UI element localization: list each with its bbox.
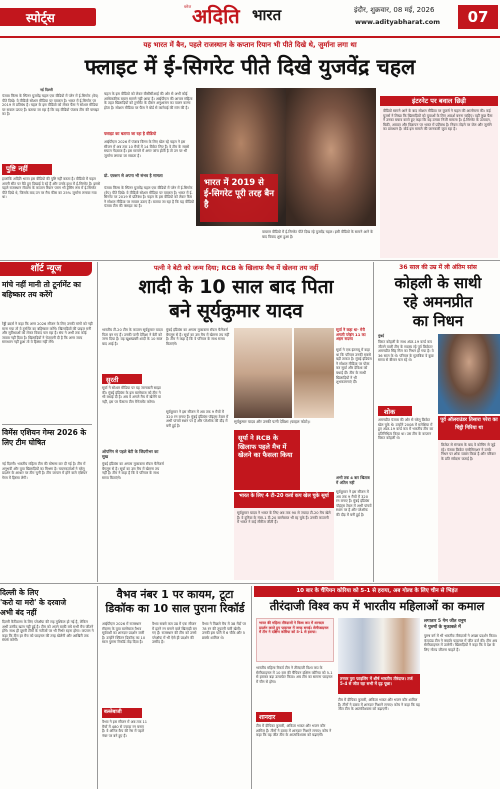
dateline: इंदौर, शुक्रवार, 08 मई, 2026 <box>354 6 435 14</box>
surya-body-3b: सूर्यकुमार ने इस सीजन में अब तक 9 मैचों में 320 रन बनाए हैं। मुंबई इंडियंस पॉइंट्स टेबल में अभी पांचवें स्थान पर है और प्लेऑफ की दौड़ में बनी हुई है। <box>166 410 230 428</box>
photo-caption-box <box>200 174 278 222</box>
kohli-box-title: पूर्व ऑलराउंडर तिसारा परेरा का चिट्ठी गिरिया था <box>438 416 500 440</box>
masthead-rule <box>0 36 500 38</box>
vertical-rule-1 <box>97 262 98 582</box>
delhi-headline-2: 'करो या मरो' के दरवाजे <box>0 598 67 607</box>
kohli-headline-3: का निधन <box>412 312 464 330</box>
surya-story <box>100 262 372 582</box>
top-dateline: नई दिल्ली <box>40 88 53 92</box>
top-body-col2b: आईपीएल 2026 में पंजाब किंग्स के लिए खेल रहे चहल ने इस सीजन में अब तक 10 मैचों में 14 विकेट लिए हैं। वे टीम के सबसे सफल गेंदबाज हैं। इस मामले में अगर जांच होती है तो उन पर भी जुर्माना लगाया जा सकता है। <box>104 140 191 158</box>
archery-right-kicker: लगातार 5 गेम जीत धनुष <box>424 619 466 624</box>
top-col2-heading-2: प्रो. एक्शन से अपना भी संभव है मामला <box>104 173 163 178</box>
surya-pull-quote-text: सूर्या ने RCB के खिलाफ पहले मैच में खेलने का फैसला किया <box>238 434 293 459</box>
archery-body-1: भारतीय महिला रिकर्व टीम ने तीरंदाजी विश्व कप के सेमीफाइनल में 10 बार की चैंपियन दक्षिण कोरिया को 5-1 से हराकर बड़ा उलटफेर किया। अब टीम का सामना फाइनल में चीन से होगा। <box>256 666 334 684</box>
top-side-label <box>2 164 52 175</box>
vaibhav-headline-2: डिकॉक का 10 साल पुराना रिकॉर्ड <box>105 602 245 615</box>
archery-body-2: टीम में दीपिका कुमारी, अंकिता भकत और भजन कौर शामिल हैं। तीनों ने दबाव में शानदार निशाने लगाए। कोच ने कहा कि यह जीत टीम के आत्मविश्वास को बढ़ाएगी। <box>256 724 333 738</box>
top-kicker: यह भारत में बैन, पहले राजस्थान के कप्तान रियान भी पीते दिखे थे, जुर्माना लगा था <box>143 41 357 49</box>
archery-label-text: शानदार <box>259 714 276 721</box>
top-right-box <box>380 96 498 258</box>
surya-label-text: सुरती <box>106 376 119 384</box>
kohli-dateline: मुंबई <box>378 334 384 338</box>
surya-photo-2 <box>294 328 334 418</box>
kohli-shok-text: शोक <box>384 408 396 416</box>
top-body-2: हालांकि अदिति भारत इस वीडियो की पुष्टि नहीं करता है। वीडियो में चहल अपनी सीट पर बैठे हुए दिखाई दे रहे हैं और उनके हाथ में ई-सिगरेट है। इससे पहले राजस्थान रॉयल्स के कप्तान रियान पराग भी ड्रेसिंग रूम में ई-सिगरेट पीते दिखे थे, जिसके बाद उन पर मैच फीस का 25% जुर्माना लगाया गया था। <box>2 177 102 200</box>
section-label: स्पोर्ट्स <box>26 11 55 25</box>
surya-box-title: भारत के लिए 4 टी-20 वर्ल्ड कप खेल चुके सूर्या <box>234 492 334 508</box>
vaibhav-story <box>100 586 250 789</box>
section-tag <box>0 8 96 26</box>
logo <box>180 2 304 34</box>
logo-small: ब्लेज <box>184 4 192 9</box>
surya-box-body: सूर्यकुमार यादव ने भारत के लिए अब तक 90 से ज्यादा टी-20 मैच खेले हैं। वे दुनिया के नंबर-1 टी-20 बल्लेबाज भी रह चुके हैं। उनकी कप्तानी में भारत ने कई सीरीज जीती हैं। <box>237 511 332 525</box>
kohli-headline-2: रहे अमनप्रीत <box>403 293 473 311</box>
delhi-headline-1: दिल्ली के लिए <box>0 588 39 597</box>
archery-body-3: टीम में दीपिका कुमारी, अंकिता भकत और भजन कौर शामिल हैं। तीनों ने दबाव में शानदार निशाने लगाए। कोच ने कहा कि यह जीत टीम के आत्मविश्वास को बढ़ाएगी। <box>338 698 422 712</box>
archery-photo-caption <box>338 674 420 694</box>
surya-right-body: सूर्या ने एक इंटरव्यू में कहा था कि परिवार उनकी सबसे बड़ी ताकत है। मुंबई इंडियंस ने सोशल मीडिया पर पोस्ट कर सूर्या और देविशा को बधाई दी। टीम के साथी खिलाड़ियों ने भी शुभकामनाएं दीं। <box>336 348 372 385</box>
archery-right-kicker-2: ने पुरुषों के मुकाबले में <box>424 625 461 630</box>
delhi-story <box>0 586 96 789</box>
archery-photo <box>338 618 420 674</box>
kohli-headline-1: कोहली के साथी <box>394 274 482 292</box>
kohli-shok-label <box>378 406 412 416</box>
chahal-photo <box>196 88 376 226</box>
divider-1 <box>0 260 500 261</box>
website: www.adityabharat.com <box>355 18 440 26</box>
surya-headline-2: बने सूर्यकुमार यादव <box>169 300 303 322</box>
surya-body-1: भारतीय टी-20 टीम के कप्तान सूर्यकुमार यादव पिता बन गए हैं। उनकी पत्नी देविशा ने बेटी को जन्म दिया है। यह खुशखबरी शादी के 10 साल बाद आई है। <box>102 328 164 346</box>
vaibhav-body-2: वैभव ने इस सीजन में अब तक 11 मैचों में 480 से ज्यादा रन बनाए हैं। वे ऑरेंज कैप की रेस में पहले नंबर पर बने हुए हैं। <box>102 720 149 738</box>
short-news-divider <box>2 424 92 425</box>
surya-photo <box>234 328 292 418</box>
short-news-1-body: रेड्डी ब्रदर्स ने कहा कि अगर 2026 सीजन के लिए उनकी मांगों को नहीं माना गया तो वे टूर्नामेंट का बहिष्कार करेंगे। खिलाड़ियों की प्राइज मनी और सुविधाओं को लेकर विवाद चल रहा है। संघ ने अभी तक कोई जवाब नहीं दिया है। खिलाड़ियों ने चेतावनी दी है कि अगर जल्द समाधान नहीं हुआ तो वे हिस्सा नहीं लेंगे। <box>2 322 94 345</box>
top-side-label-text: पुष्टि नहीं <box>6 165 28 173</box>
surya-headline-1: शादी के 10 साल बाद पिता <box>138 276 334 298</box>
archery-right-body: पुरुष वर्ग में भी भारतीय तीरंदाजों ने अच्छा प्रदर्शन किया। कंपाउंड टीम ने क्वार्टर फाइनल में जीत दर्ज की। टीम अब सेमीफाइनल में उतरेगी। खिलाड़ियों ने कहा कि वे देश के लिए गोल्ड जीतना चाहते हैं। <box>424 634 499 652</box>
short-news-2-body: नई दिल्ली। भारतीय महिला टीम की घोषणा कर दी गई है। टीम में अनुभवी और युवा खिलाड़ियों का मिश्रण है। चयनकर्ताओं ने घरेलू प्रदर्शन के आधार पर टीम चुनी है। टीम जापान में होने वाले एशियन गेम्स में हिस्सा लेगी। <box>2 462 89 480</box>
short-news-2-title: विमेंस एशियन गेम्स 2026 के लिए टीम घोषित <box>2 428 87 447</box>
vertical-rule-4 <box>251 586 252 789</box>
short-news <box>0 262 96 582</box>
vaibhav-body-1: आईपीएल 2026 में राजस्थान रॉयल्स के युवा बल्लेबाज वैभव सूर्यवंशी का शानदार प्रदर्शन जारी है। उन्होंने क्विंटन डिकॉक का 10 साल पुराना रिकॉर्ड तोड़ दिया है। <box>102 622 147 645</box>
delhi-headline-3: अभी बंद नहीं <box>0 608 37 617</box>
surya-right-heading: सूर्या ने कहा था- मेरी अगली प्लेइंग 11 का अहम सदस्य <box>336 327 366 342</box>
archery-intro-box <box>256 618 334 662</box>
delhi-body: दिल्ली कैपिटल्स के लिए प्लेऑफ की राह मुश्किल हो गई है, लेकिन अभी उम्मीद खत्म नहीं हुई है। टीम को अपने बाकी बचे सभी मैच जीतने होंगे। साथ ही दूसरी टीमों के नतीजों पर भी निर्भर रहना होगा। कप्तान ने कहा कि टीम हर मैच को फाइनल की तरह खेलेगी और आखिरी तक संघर्ष करेगी। <box>2 620 95 643</box>
surya-photo-caption: सूर्यकुमार यादव और उनकी पत्नी देविशा (फाइल फोटो)। <box>234 419 311 424</box>
surya-right-subhead: अभी तक 4 बार खिताब में अंतिम नहीं <box>336 475 370 485</box>
archery-photo-caption-text: तनवर पुरा फाइलिंग में शीर्ष भारतीय तीरंदाज। तर्ज 5-4 से जीत रहा सभी में दृढ़ पूछा। <box>340 676 413 686</box>
top-col2-heading: फ्लाइट का बताया जा रहा है वीडियो <box>104 131 157 136</box>
top-body-col2c: पंजाब किंग्स के स्पिनर युजवेंद्र चहल एक वीडियो में प्लेन में ई-सिगरेट (वेप) पीते दिखे। ये वीडियो सोशल मीडिया पर वायरल है। भारत में ई-सिगरेट पर 2019 से प्रतिबंध है। चहल के इस वीडियो को लेकर फैंस ने सोशल मीडिया पर सवाल उठाए हैं। बताया जा रहा है कि यह वीडियो पंजाब टीम की फ्लाइट का है। <box>104 186 196 209</box>
kohli-body-1: विराट कोहली के साथ अंडर-19 वर्ल्ड कप जीतने वाली टीम के सदस्य रहे पूर्व क्रिकेटर अमनप्रीत सिंह गिल का निधन हो गया है। वे 36 साल के थे। परिवार के मुताबिक वे कुछ समय से बीमार चल रहे थे। <box>378 340 435 363</box>
short-news-header: शॉर्ट न्यूज <box>0 262 92 276</box>
kohli-kicker: 36 साल की उम्र में ली अंतिम सांस <box>399 264 477 271</box>
vertical-rule-3 <box>97 586 98 789</box>
masthead <box>0 0 500 40</box>
page-number: 07 <box>458 5 498 29</box>
surya-body-2: सूर्या ने सोशल मीडिया पर यह जानकारी साझा की। मुंबई इंडियंस के इस बल्लेबाज को टीम ने भी बधाई दी है। अब वे अगले मैच में खेलेंगे या नहीं, इस पर फैसला टीम मैनेजमेंट करेगा। <box>102 386 163 404</box>
surya-body-2b: मुंबई इंडियंस का अगला मुकाबला रॉयल चैलेंजर्स बेंगलुरु से है। सूर्या का उस मैच में खेलना तय नहीं है। टीम ने कहा है कि वे परिवार के साथ समय बिताएंगे। <box>166 328 231 346</box>
surya-kicker: पत्नी ने बेटी को जन्म दिया; RCB के खिलाफ मैच में खेलना तय नहीं <box>153 264 319 272</box>
vaibhav-side-label <box>102 708 142 718</box>
archery-intro-text: भारत की महिला तीरंदाजों ने विश्व कप में शानदार प्रदर्शन करते हुए फाइनल में जगह बनाई। सेमीफाइनल में टीम ने दक्षिण कोरिया को 5-1 से हराया। <box>259 621 330 635</box>
vaibhav-body-4: वैभव ने पिछले मैच में 38 गेंदों पर 78 रन की तूफानी पारी खेली। उनकी इस पारी में 6 चौके और 5 छक्के शामिल थे। <box>202 622 248 640</box>
kohli-box-body: क्रिकेट से संन्यास के बाद वे कोचिंग से जुड़े रहे। पंजाब क्रिकेट एसोसिएशन ने उनके निधन पर शोक व्यक्त किया है और परिवार के प्रति संवेदना जताई है। <box>441 443 497 461</box>
vertical-rule-2 <box>373 262 374 582</box>
archery-headline: तीरंदाजी विश्व कप में भारतीय महिलाओं का कमाल <box>269 599 485 613</box>
vaibhav-body-3: वैभव सबसे कम उम्र में एक सीजन में इतने रन बनाने वाले खिलाड़ी बन गए हैं। राजस्थान की टीम को उनसे प्लेऑफ में भी ऐसे ही प्रदर्शन की उम्मीद है। <box>152 622 198 645</box>
kohli-body-2: अमनप्रीत पंजाब की ओर से घरेलू क्रिकेट खेल चुके थे। उन्होंने 2008 में मलेशिया में हुए अंडर-19 वर्ल्ड कप में भारतीय टीम का प्रतिनिधित्व किया था। उस टीम के कप्तान विराट कोहली थे। <box>378 418 435 441</box>
top-story <box>0 40 500 260</box>
logo-main: अदिति <box>192 4 240 28</box>
short-news-1-title: मांचे नहीं मानी तो टूर्नामेंट का बहिष्कार तय करेंगे <box>2 280 81 299</box>
surya-body-3: मुंबई इंडियंस का अगला मुकाबला रॉयल चैलेंजर्स बेंगलुरु से है। सूर्या का उस मैच में खेलना तय नहीं है। टीम ने कहा है कि वे परिवार के साथ समय बिताएंगे। <box>102 462 165 480</box>
top-right-box-body: वीडियो सामने आने के बाद सोशल मीडिया पर यूजर्स ने चहल की आलोचना की। कई यूजर्स ने लिखा कि खिलाड़ियों को युवाओं के लिए आदर्श बनना चाहिए। वहीं कुछ फैंस ने उनका बचाव करते हुए कहा कि यह उनका निजी मामला है। ई-सिगरेट के उत्पादन, बिक्री, आयात और विज्ञापन पर भारत में प्रतिबंध है। नियम तोड़ने पर जेल और जुर्माने का प्रावधान है। बोर्ड इस मामले की जानकारी जुटा रहा है। <box>383 109 494 132</box>
kohli-photo <box>438 334 500 414</box>
top-body-col2a: चहल के इस वीडियो को लेकर बीसीसीआई की ओर से अभी कोई आधिकारिक बयान सामने नहीं आया है। आईपीएल की आचार संहिता के तहत खिलाड़ियों को टूर्नामेंट के दौरान अनुशासन का पालन करना होता है। सोशल मीडिया पर फैंस ने बोर्ड से कार्रवाई की मांग की है। <box>104 92 194 110</box>
top-photo-caption: वायरल वीडियो में ई-सिगरेट पीते दिख रहे युजवेंद्र चहल। इसी वीडियो के सामने आने के बाद विवाद शुरू हुआ है। <box>262 230 375 239</box>
surya-pull-quote <box>234 430 300 490</box>
surya-subhead: ओपनिंग से पहले बेटी के जिंदगीभर का सुख <box>102 449 159 459</box>
top-headline: फ्लाइट में ई-सिगरेट पीते दिखे युजवेंद्र चहल <box>84 55 416 79</box>
top-body-1: पंजाब किंग्स के स्पिनर युजवेंद्र चहल एक वीडियो में प्लेन में ई-सिगरेट (वेप) पीते दिखे। ये वीडियो सोशल मीडिया पर वायरल है। भारत में ई-सिगरेट पर 2019 से प्रतिबंध है। चहल के इस वीडियो को लेकर फैंस ने सोशल मीडिया पर सवाल उठाए हैं। बताया जा रहा है कि यह वीडियो पंजाब टीम की फ्लाइट का है। <box>2 94 101 117</box>
archery-label <box>256 712 292 722</box>
vaibhav-side-label-text: बल्लेबाजी <box>104 709 122 715</box>
chahal-photo-right <box>286 88 376 226</box>
photo-caption-big: भारत में 2019 से ई-सिगरेट पूरी तरह बैन है <box>204 178 274 210</box>
archery-story <box>254 586 500 789</box>
surya-right-body-2: सूर्यकुमार ने इस सीजन में अब तक 9 मैचों में 320 रन बनाए हैं। मुंबई इंडियंस पॉइंट्स टेबल में अभी पांचवें स्थान पर है और प्लेऑफ की दौड़ में बनी हुई है। <box>336 490 372 517</box>
surya-box <box>234 492 334 580</box>
logo-sub: भारत <box>252 6 282 24</box>
divider-2 <box>0 583 500 584</box>
top-right-box-title: इंटरनेट पर बवाल छिड़ी <box>380 96 498 106</box>
kohli-box <box>438 416 500 582</box>
surya-label <box>102 374 142 384</box>
archery-kicker: 10 बार के चैंपियन कोरिया को 5-1 से हराया, अब गोल्ड के लिए चीन से भिड़ंत <box>254 586 500 597</box>
kohli-story <box>376 262 500 582</box>
vaibhav-headline-1: वैभव नंबर 1 पर कायम, टूटा <box>116 588 234 601</box>
